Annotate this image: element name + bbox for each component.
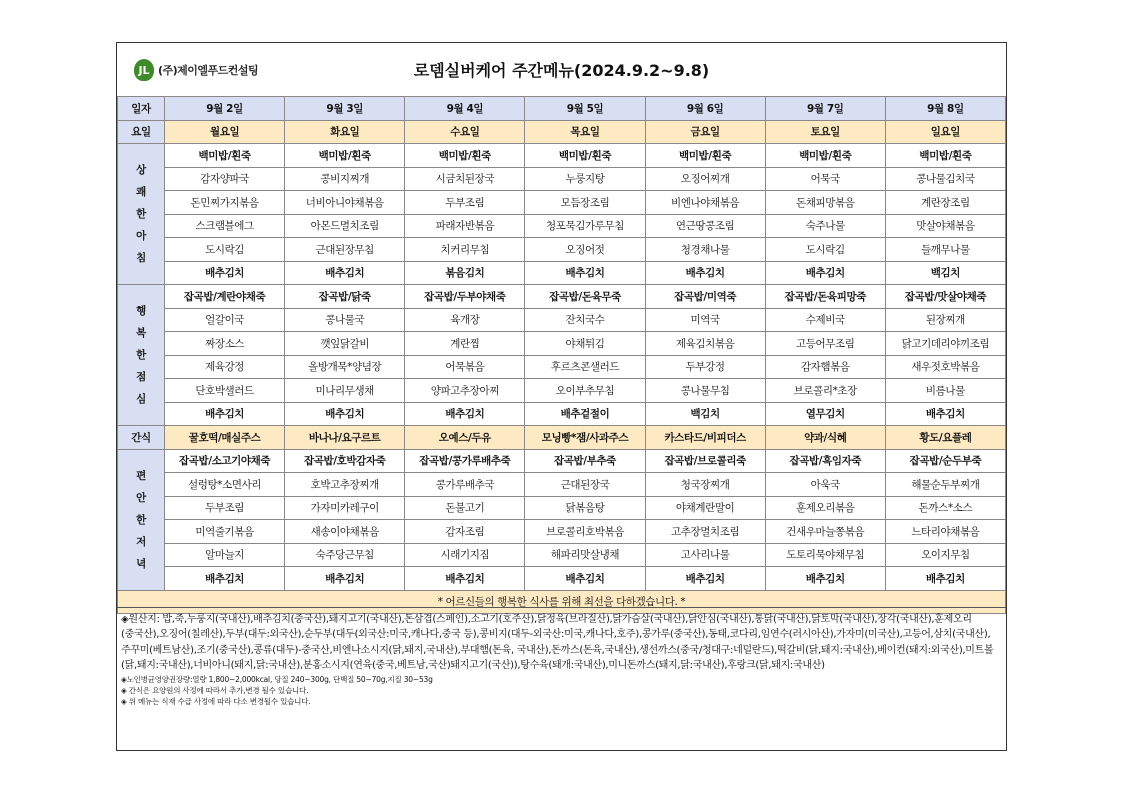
notes-section	[117, 607, 1006, 750]
menu-item-cell: 건새우마늘쫑볶음	[765, 520, 885, 544]
menu-item-cell: 잡곡밥/계란야채죽	[165, 285, 285, 309]
menu-table	[117, 96, 1006, 614]
footnote-snack: ◈ 간식은 요양원의 사정에 따라서 추가,변경 될수 있습니다.	[121, 685, 309, 695]
menu-item-cell: 미역줄기볶음	[165, 520, 285, 544]
meal-row	[118, 308, 1006, 332]
meal-label	[118, 144, 165, 285]
menu-item-cell: 깻잎닭갈비	[285, 332, 405, 356]
menu-item-cell: 새송이야채볶음	[285, 520, 405, 544]
meal-label	[118, 285, 165, 426]
meal-row	[118, 543, 1006, 567]
menu-item-cell: 고추장멸치조림	[645, 520, 765, 544]
menu-item-cell: 잡곡밥/브로콜리죽	[645, 449, 765, 473]
menu-item-cell: 백미밥/흰죽	[405, 144, 525, 168]
menu-item-cell: 두부조림	[405, 191, 525, 215]
menu-item-cell: 제육김치볶음	[645, 332, 765, 356]
menu-item-cell: 백미밥/흰죽	[885, 144, 1005, 168]
menu-item-cell: 브로콜리호박볶음	[525, 520, 645, 544]
menu-item-cell: 배추김치	[165, 261, 285, 285]
menu-item-cell: 올방개묵*양념장	[285, 355, 405, 379]
meal-label-char: 한	[136, 208, 146, 220]
menu-item-cell: 닭고기데리야끼조림	[885, 332, 1005, 356]
menu-item-cell: 잡곡밥/닭죽	[285, 285, 405, 309]
menu-item-cell: 오징어찌개	[645, 167, 765, 191]
meal-label-char: 저	[136, 535, 146, 548]
menu-item-cell: 후르츠콘샐러드	[525, 355, 645, 379]
menu-item-cell: 배추김치	[525, 567, 645, 591]
menu-item-cell: 감자조림	[405, 520, 525, 544]
meal-label-char: 아	[136, 230, 146, 242]
date-cell: 9월 4일	[405, 97, 525, 121]
menu-item-cell: 잡곡밥/호박감자죽	[285, 449, 405, 473]
menu-item-cell: 짜장소스	[165, 332, 285, 356]
menu-item-cell: 닭볶음탕	[525, 496, 645, 520]
day-label: 요일	[118, 120, 165, 144]
meal-row	[118, 214, 1006, 238]
menu-item-cell: 수제비국	[765, 308, 885, 332]
menu-item-cell: 잔치국수	[525, 308, 645, 332]
menu-item-cell: 미나리무생채	[285, 379, 405, 403]
meal-row	[118, 332, 1006, 356]
menu-item-cell: 된장찌개	[885, 308, 1005, 332]
menu-item-cell: 아욱국	[765, 473, 885, 497]
menu-item-cell: 백미밥/흰죽	[765, 144, 885, 168]
menu-item-cell: 잡곡밥/돈육피망죽	[765, 285, 885, 309]
menu-item-cell: 근대된장무침	[285, 238, 405, 262]
menu-item-cell: 잡곡밥/두부야채죽	[405, 285, 525, 309]
notice-banner: * 어르신들의 행복한 식사를 위해 최선을 다하겠습니다. *	[118, 590, 1006, 614]
meal-label-char: 복	[136, 327, 146, 339]
company-name: (주)제이엘푸드컨설팅	[158, 64, 259, 77]
menu-item-cell: 감자햄볶음	[765, 355, 885, 379]
meal-label-char: 침	[136, 252, 146, 264]
day-cell: 금요일	[645, 120, 765, 144]
menu-item-cell: 콩가루배추국	[405, 473, 525, 497]
snack-cell: 오예스/두유	[405, 426, 525, 450]
menu-item-cell: 어묵국	[765, 167, 885, 191]
date-cell: 9월 5일	[525, 97, 645, 121]
meal-row	[118, 191, 1006, 215]
meal-row	[118, 402, 1006, 426]
menu-item-cell: 청경채나물	[645, 238, 765, 262]
menu-item-cell: 잡곡밥/흑임자죽	[765, 449, 885, 473]
meal-row	[118, 261, 1006, 285]
date-cell: 9월 2일	[165, 97, 285, 121]
menu-item-cell: 브로콜리*초장	[765, 379, 885, 403]
meal-row	[118, 496, 1006, 520]
menu-item-cell: 스크램블에그	[165, 214, 285, 238]
menu-item-cell: 고등어무조림	[765, 332, 885, 356]
day-cell: 목요일	[525, 120, 645, 144]
weekly-menu-sheet	[116, 42, 1007, 751]
date-row	[118, 97, 1006, 121]
menu-item-cell: 아몬드멸치조림	[285, 214, 405, 238]
menu-item-cell: 오이지무침	[885, 543, 1005, 567]
meal-row	[118, 449, 1006, 473]
menu-item-cell: 배추김치	[885, 567, 1005, 591]
meal-row	[118, 567, 1006, 591]
logo-icon: JL	[134, 59, 154, 81]
menu-item-cell: 청포묵김가루무침	[525, 214, 645, 238]
meal-label-char: 점	[136, 371, 146, 383]
menu-item-cell: 배추김치	[285, 261, 405, 285]
menu-item-cell: 콩비지찌개	[285, 167, 405, 191]
menu-item-cell: 배추김치	[285, 567, 405, 591]
origin-info: ◈원산지: 밥,죽,누룽지(국내산),배추김치(중국산),돼지고기(국내산),돈삼겹(스페인),소고기(호주산),닭정육(브라질산),닭가슴살(국내산),닭안심(국내산),통닭(국내산),닭토막(국내산),장각(국내산),훈제오리(중국산),오징어(칠레산),두부(대두:외국산),순두부(대두(외국산:미국,캐나다,중국 등),콩비지(대두-외국산:미국,캐나다,호주),콩가루(중국산),동태,코다리,임연수(러시아산),가자미(미국산),고등어,삼치(국내산),주꾸미(베트남산),조기(중국산),콩류(대두)-중국산,비엔나소시지(닭,돼지,국내산),부대햄(돈육, 국내산),돈까스(돈육,국내산),생선까스(중국/청대구:네덜란드),떡갈비(닭,돼지:국내산),베이컨(돼지:외국산),미트볼(닭,돼지:국내산),너비아니(돼지,닭:국내산),분홍소시지(연육(중국,베트남,국산)돼지고기(국산)),탕수육(돼개:국내산),미니돈까스(돼지,닭:국내산),후랑크(닭,돼지:국내산)	[121, 614, 994, 672]
meal-label	[118, 449, 165, 590]
footnote-nutrition: ◈노인병균영양권장량:열량 1,800~2,000kcal, 당질 240~300g, 단백질 50~70g,지질 30~53g	[121, 674, 433, 684]
menu-item-cell: 어묵볶음	[405, 355, 525, 379]
page-title: 로뎀실버케어 주간메뉴(2024.9.2~9.8)	[413, 61, 710, 80]
menu-item-cell: 숙주당근무침	[285, 543, 405, 567]
menu-item-cell: 야채계란말이	[645, 496, 765, 520]
meal-label-char: 안	[136, 491, 146, 504]
menu-item-cell: 호박고추장찌개	[285, 473, 405, 497]
menu-item-cell: 배추김치	[645, 567, 765, 591]
menu-item-cell: 콩나물무침	[645, 379, 765, 403]
meal-label-char: 한	[136, 349, 146, 361]
date-cell: 9월 8일	[885, 97, 1005, 121]
menu-item-cell: 들깨무나물	[885, 238, 1005, 262]
menu-item-cell: 잡곡밥/콩가루배추죽	[405, 449, 525, 473]
menu-item-cell: 배추김치	[885, 402, 1005, 426]
snack-cell: 황도/요플레	[885, 426, 1005, 450]
menu-item-cell: 청국장찌개	[645, 473, 765, 497]
menu-item-cell: 단호박샐러드	[165, 379, 285, 403]
snack-label: 간식	[118, 426, 165, 450]
menu-item-cell: 맛살야채볶음	[885, 214, 1005, 238]
menu-item-cell: 느타리야채볶음	[885, 520, 1005, 544]
menu-item-cell: 잡곡밥/돈육무죽	[525, 285, 645, 309]
meal-label-char: 편	[136, 469, 146, 482]
meal-row	[118, 238, 1006, 262]
menu-item-cell: 잡곡밥/맛살야채죽	[885, 285, 1005, 309]
menu-item-cell: 야채튀김	[525, 332, 645, 356]
menu-item-cell: 배추김치	[285, 402, 405, 426]
menu-item-cell: 오이부추무침	[525, 379, 645, 403]
menu-item-cell: 육개장	[405, 308, 525, 332]
menu-item-cell: 두부조림	[165, 496, 285, 520]
menu-item-cell: 백미밥/흰죽	[645, 144, 765, 168]
date-cell: 9월 3일	[285, 97, 405, 121]
menu-item-cell: 가자미카레구이	[285, 496, 405, 520]
meal-row	[118, 144, 1006, 168]
menu-item-cell: 도시락김	[765, 238, 885, 262]
menu-item-cell: 누룽지탕	[525, 167, 645, 191]
menu-item-cell: 잡곡밥/부추죽	[525, 449, 645, 473]
meal-label-char: 쾌	[136, 186, 146, 198]
menu-item-cell: 잡곡밥/순두부죽	[885, 449, 1005, 473]
snack-cell: 약과/식혜	[765, 426, 885, 450]
meal-row	[118, 473, 1006, 497]
menu-item-cell: 돈민찌가지볶음	[165, 191, 285, 215]
menu-item-cell: 제육강정	[165, 355, 285, 379]
snack-row	[118, 426, 1006, 450]
meal-row	[118, 520, 1006, 544]
menu-item-cell: 배추김치	[405, 402, 525, 426]
menu-item-cell: 시금치된장국	[405, 167, 525, 191]
menu-item-cell: 백미밥/흰죽	[165, 144, 285, 168]
snack-cell: 모닝빵*잼/사과주스	[525, 426, 645, 450]
menu-item-cell: 백김치	[645, 402, 765, 426]
snack-cell: 꿀호떡/매실주스	[165, 426, 285, 450]
snack-cell: 바나나/요구르트	[285, 426, 405, 450]
menu-item-cell: 파래자반볶음	[405, 214, 525, 238]
meal-label-char: 심	[136, 393, 146, 405]
menu-item-cell: 배추김치	[165, 567, 285, 591]
menu-item-cell: 비름나물	[885, 379, 1005, 403]
menu-item-cell: 콩나물국	[285, 308, 405, 332]
menu-item-cell: 열무김치	[765, 402, 885, 426]
menu-item-cell: 배추김치	[165, 402, 285, 426]
menu-item-cell: 새우젓호박볶음	[885, 355, 1005, 379]
menu-item-cell: 백미밥/흰죽	[285, 144, 405, 168]
day-row	[118, 120, 1006, 144]
meal-row	[118, 167, 1006, 191]
menu-item-cell: 너비아니야채볶음	[285, 191, 405, 215]
menu-item-cell: 숙주나물	[765, 214, 885, 238]
menu-item-cell: 양파고추장아찌	[405, 379, 525, 403]
menu-item-cell: 근대된장국	[525, 473, 645, 497]
menu-item-cell: 시래기지짐	[405, 543, 525, 567]
menu-item-cell: 배추김치	[765, 261, 885, 285]
menu-item-cell: 오징어젓	[525, 238, 645, 262]
menu-item-cell: 콩나물김치국	[885, 167, 1005, 191]
menu-item-cell: 돈채피망볶음	[765, 191, 885, 215]
menu-header	[117, 43, 1006, 97]
menu-item-cell: 볶음김치	[405, 261, 525, 285]
menu-item-cell: 배추김치	[765, 567, 885, 591]
menu-item-cell: 배추김치	[405, 567, 525, 591]
date-label: 일자	[118, 97, 165, 121]
menu-item-cell: 치커리무침	[405, 238, 525, 262]
day-cell: 일요일	[885, 120, 1005, 144]
meal-label-char: 녁	[136, 557, 146, 570]
menu-item-cell: 계란장조림	[885, 191, 1005, 215]
meal-row	[118, 355, 1006, 379]
date-cell: 9월 7일	[765, 97, 885, 121]
menu-item-cell: 해물순두부찌개	[885, 473, 1005, 497]
menu-item-cell: 잡곡밥/소고기야채죽	[165, 449, 285, 473]
date-cell: 9월 6일	[645, 97, 765, 121]
menu-item-cell: 훈제오리볶음	[765, 496, 885, 520]
day-cell: 화요일	[285, 120, 405, 144]
menu-item-cell: 도토리묵야채무침	[765, 543, 885, 567]
menu-item-cell: 얼갈이국	[165, 308, 285, 332]
menu-item-cell: 배추김치	[645, 261, 765, 285]
menu-item-cell: 모듬장조림	[525, 191, 645, 215]
meal-label-char: 한	[136, 513, 146, 526]
menu-item-cell: 미역국	[645, 308, 765, 332]
menu-item-cell: 연근땅콩조림	[645, 214, 765, 238]
day-cell: 토요일	[765, 120, 885, 144]
menu-item-cell: 계란찜	[405, 332, 525, 356]
menu-item-cell: 알마늘지	[165, 543, 285, 567]
menu-item-cell: 배추김치	[525, 261, 645, 285]
snack-cell: 카스타드/비피더스	[645, 426, 765, 450]
menu-item-cell: 감자양파국	[165, 167, 285, 191]
meal-row	[118, 379, 1006, 403]
menu-item-cell: 돈까스*소스	[885, 496, 1005, 520]
menu-item-cell: 해파리맛살냉채	[525, 543, 645, 567]
footnote-menu-change: ◈ 위 메뉴는 식재 수급 사정에 따라 다소 변경될수 있습니다.	[121, 696, 311, 706]
menu-item-cell: 배추겉절이	[525, 402, 645, 426]
meal-row	[118, 285, 1006, 309]
menu-item-cell: 도시락김	[165, 238, 285, 262]
meal-label-char: 행	[136, 305, 146, 317]
menu-item-cell: 백미밥/흰죽	[525, 144, 645, 168]
menu-item-cell: 설렁탕*소면사리	[165, 473, 285, 497]
menu-item-cell: 잡곡밥/미역죽	[645, 285, 765, 309]
menu-item-cell: 고사리나물	[645, 543, 765, 567]
day-cell: 월요일	[165, 120, 285, 144]
menu-item-cell: 비엔나야채볶음	[645, 191, 765, 215]
menu-item-cell: 두부강정	[645, 355, 765, 379]
meal-label-char: 상	[136, 164, 146, 176]
menu-item-cell: 백김치	[885, 261, 1005, 285]
menu-item-cell: 돈불고기	[405, 496, 525, 520]
day-cell: 수요일	[405, 120, 525, 144]
